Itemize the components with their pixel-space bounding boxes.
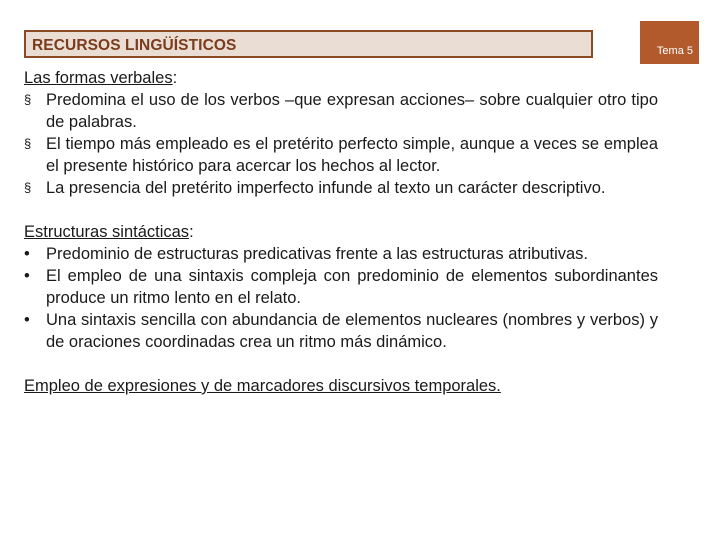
list-item: § El tiempo más empleado es el pretérito perfecto simple, aunque a veces se emplea el presente histórico para acercar los hechos al lector.	[24, 135, 658, 175]
list-item: • Una sintaxis sencilla con abundancia de elementos nucleares (nombres y verbos) y de oraciones coordinadas crea un ritmo más dinámico.	[24, 311, 658, 351]
tema-label: Tema 5	[656, 45, 693, 57]
list-item: § Predomina el uso de los verbos –que expresan acciones– sobre cualquier otro tipo de palabras.	[24, 91, 658, 131]
list-item: § La presencia del pretérito imperfecto infunde al texto un carácter descriptivo.	[24, 179, 606, 197]
list-item: • El empleo de una sintaxis compleja con predominio de elementos subordinantes produce un ritmo lento en el relato.	[24, 267, 658, 307]
title-bar	[24, 30, 593, 58]
section-heading-temporal-markers: Empleo de expresiones y de marcadores discursivos temporales.	[24, 377, 501, 395]
section-heading-verbal-forms: Las formas verbales:	[24, 69, 178, 87]
tema-badge	[640, 21, 699, 64]
syntactic-structures-list	[24, 243, 658, 353]
list-item: • Predominio de estructuras predicativas frente a las estructuras atributivas.	[24, 245, 589, 263]
verbal-forms-list	[24, 89, 658, 199]
slide-title: RECURSOS LINGÜÍSTICOS	[32, 37, 237, 54]
slide-content	[24, 67, 658, 397]
section-heading-syntactic-structures: Estructuras sintácticas:	[24, 223, 194, 241]
